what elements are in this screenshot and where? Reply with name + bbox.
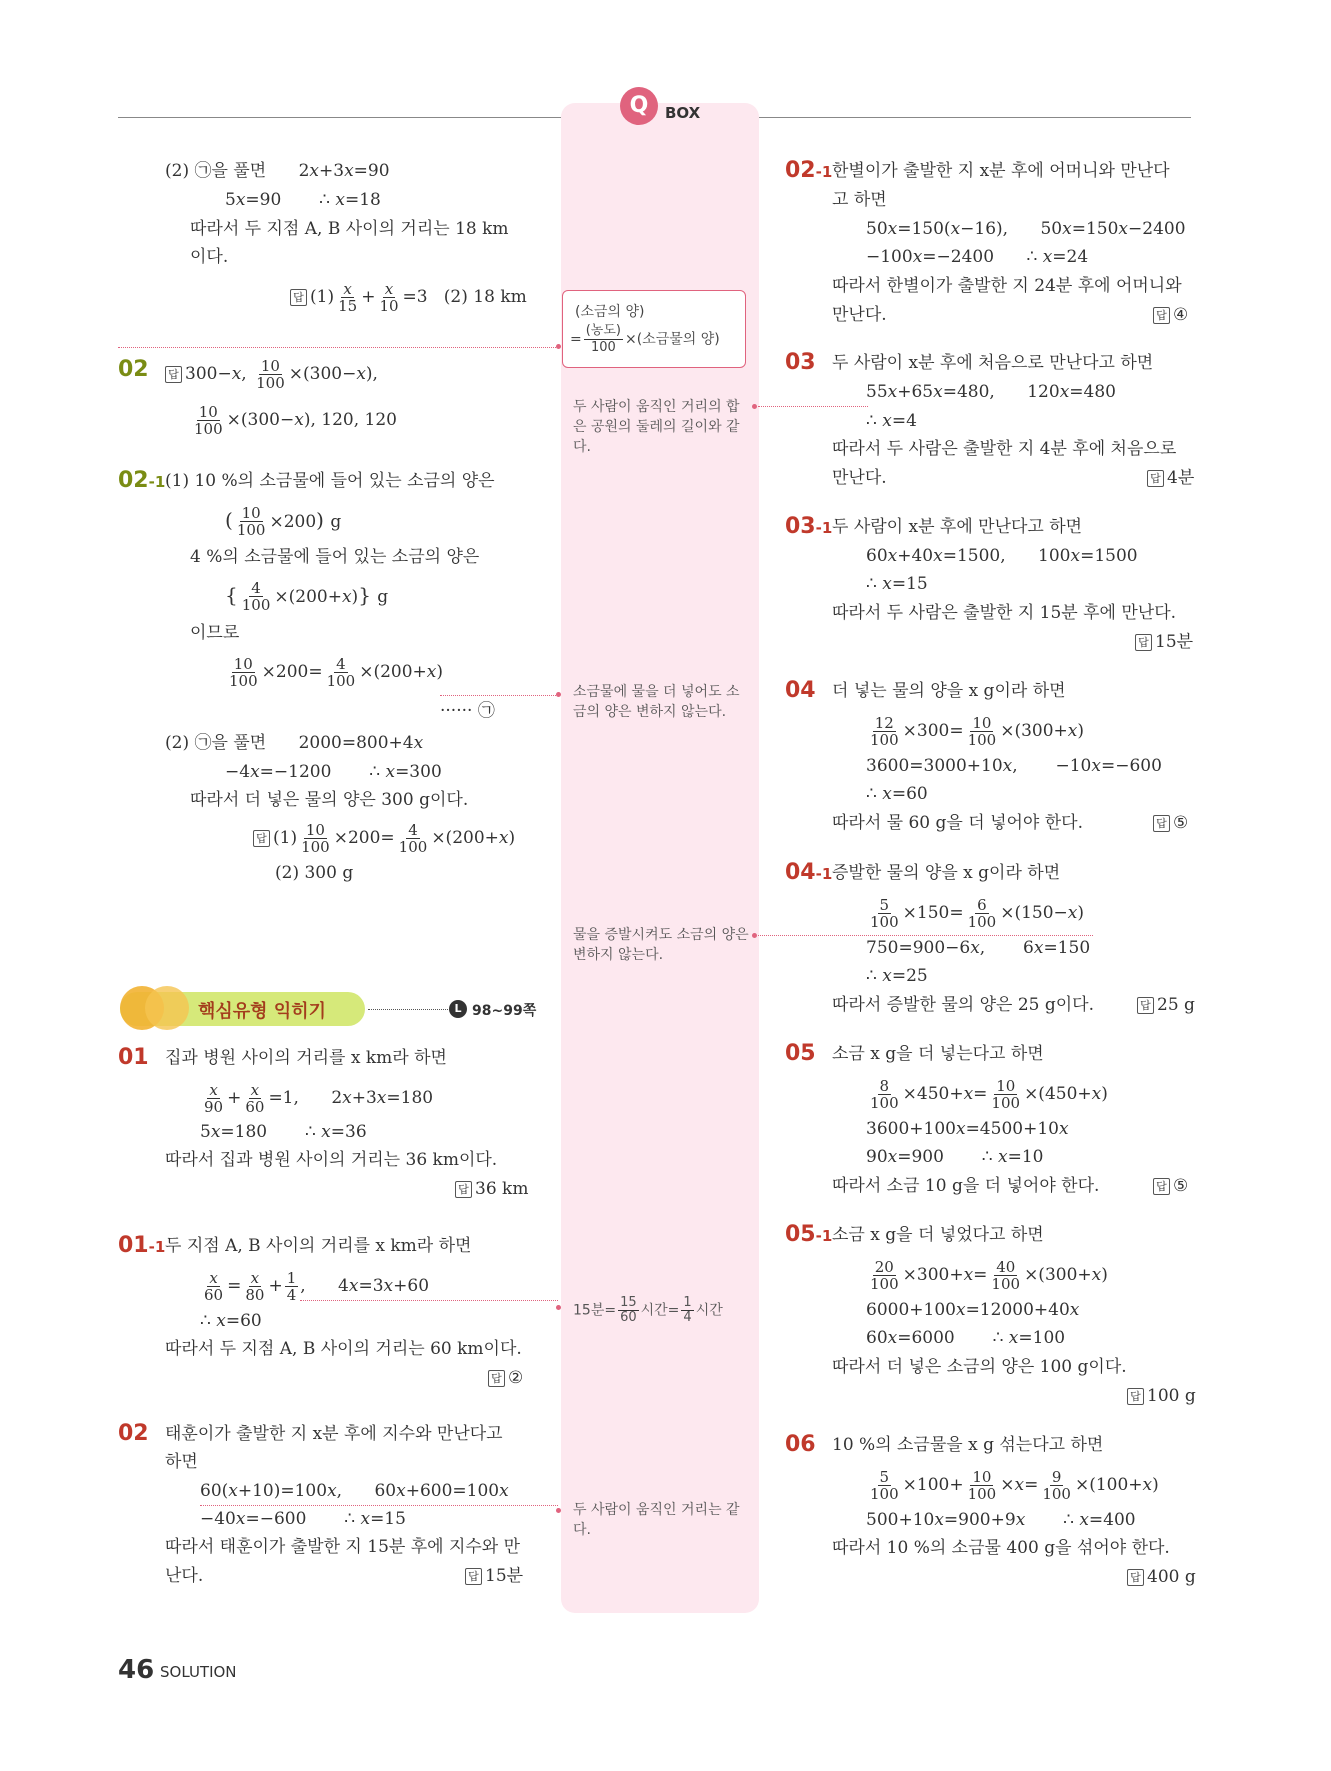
q011-line1: 두 지점 A, B 사이의 거리를 x km라 하면 (165, 1236, 472, 1256)
note-marker (556, 1508, 561, 1513)
answer-icon: 답 (1127, 1388, 1144, 1405)
r03-line4: 따라서 두 사람은 출발한 지 4분 후에 처음으로 (832, 439, 1177, 459)
problem-number: 01 (118, 1045, 149, 1070)
r03-line1: 두 사람이 x분 후에 처음으로 만난다고 하면 (832, 353, 1154, 373)
qbox-note-5: 두 사람이 움직인 거리는 같다. (573, 1502, 740, 1538)
r041-line2: $\frac{5}{100}$ ×150= $\frac{6}{100}$ ×(150−x) (870, 896, 1085, 931)
r04-line4: ∴ x=60 (866, 784, 928, 804)
q02b-answer: 답 15분 (465, 1565, 523, 1587)
r051-line5: 따라서 더 넣은 소금의 양은 100 g이다. (832, 1357, 1127, 1377)
p2-line3: 따라서 두 지점 A, B 사이의 거리는 18 km (190, 219, 509, 239)
r04-line3: 3600=3000+10x, −10x=−600 (866, 756, 1162, 776)
q011-line4: 따라서 두 지점 A, B 사이의 거리는 60 km이다. (165, 1339, 522, 1359)
q02-line2: $\frac{10}{100}$ ×(300−x), 120, 120 (194, 403, 397, 438)
r021-line4: −100x=−2400 ∴ x=24 (866, 247, 1089, 267)
r04-line5: 따라서 물 60 g을 더 넣어야 한다. (832, 813, 1083, 833)
note-marker (752, 404, 757, 409)
qbox-note-1: 두 사람이 움직인 거리의 합은 공원의 둘레의 길이와 같다. (573, 399, 740, 455)
r05-answer: 답 ⑤ (1153, 1175, 1188, 1197)
r041-line4: ∴ x=25 (866, 966, 928, 986)
problem-number: 06 (785, 1432, 816, 1457)
r04-answer: 답 ⑤ (1153, 812, 1188, 834)
answer-icon: 답 (1147, 470, 1164, 487)
r06-line2: $\frac{5}{100}$ ×100+ $\frac{10}{100}$ ×x= $\frac{9}{100}$ ×(100+x) (870, 1468, 1159, 1503)
q021-line5: 이므로 (190, 623, 240, 643)
r05-line5: 따라서 소금 10 g을 더 넣어야 한다. (832, 1176, 1100, 1196)
problem-number: 02 (118, 1421, 149, 1446)
section-leader (368, 1009, 448, 1010)
qbox-note-3: 물을 증발시켜도 소금의 양은 변하지 않는다. (573, 927, 749, 963)
r031-line3: ∴ x=15 (866, 574, 928, 594)
qbox-label: BOX (665, 104, 701, 122)
r051-line3: 6000+100x=12000+40x (866, 1300, 1080, 1320)
r05-line3: 3600+100x=4500+10x (866, 1119, 1069, 1139)
section-title: 핵심유형 익히기 (198, 1001, 326, 1022)
answer-icon: 답 (165, 366, 182, 383)
qbox-note-4: 15분= $\frac{15}{60}$ 시간= $\frac{1}{4}$ 시간 (573, 1295, 723, 1325)
formula-line2: = $\frac{\text{(농도)}}{100}$ ×(소금물의 양) (570, 323, 720, 355)
problem-number: 04 (785, 678, 816, 703)
r051-answer: 답 100 g (1127, 1385, 1196, 1407)
p2-line4: 이다. (190, 247, 229, 267)
r031-line2: 60x+40x=1500, 100x=1500 (866, 546, 1138, 566)
q02b-line6: 난다. (165, 1566, 204, 1586)
book-ref-icon: L (449, 1000, 467, 1018)
q011-answer: 답 ② (488, 1367, 523, 1389)
leader-line (300, 1300, 558, 1301)
q01-line1: 집과 병원 사이의 거리를 x km라 하면 (165, 1048, 447, 1068)
q021-line2: ( $\frac{10}{100}$ ×200) g (225, 504, 342, 539)
answer-icon: 답 (253, 830, 270, 847)
formula-line1: (소금의 양) (575, 304, 645, 320)
problem-number: 02-1 (118, 468, 166, 493)
r06-answer: 답 400 g (1127, 1566, 1196, 1588)
leader-line (440, 695, 558, 696)
q021-line3: 4 %의 소금물에 들어 있는 소금의 양은 (190, 547, 480, 567)
r041-line5: 따라서 증발한 물의 양은 25 g이다. (832, 995, 1095, 1015)
r03-line3: ∴ x=4 (866, 411, 917, 431)
answer-icon: 답 (455, 1181, 472, 1198)
leader-line (118, 347, 558, 348)
q02b-line4: −40x=−600 ∴ x=15 (200, 1509, 406, 1529)
problem-number: 02 (118, 357, 149, 382)
r021-line1: 한별이가 출발한 지 x분 후에 어머니와 만난다 (832, 161, 1170, 181)
r041-answer: 답 25 g (1137, 994, 1195, 1016)
section-ref: 98~99쪽 (472, 1003, 537, 1019)
r05-line4: 90x=900 ∴ x=10 (866, 1147, 1044, 1167)
answer-icon: 답 (1153, 1178, 1170, 1195)
q01-line3: 5x=180 ∴ x=36 (200, 1122, 367, 1142)
p2-line2: 5x=90 ∴ x=18 (225, 190, 381, 210)
answer-icon: 답 (290, 289, 307, 306)
note-marker (556, 344, 561, 349)
r031-line4: 따라서 두 사람은 출발한 지 15분 후에 만난다. (832, 603, 1177, 623)
q01-answer: 답 36 km (455, 1178, 528, 1200)
answer-icon: 답 (1137, 997, 1154, 1014)
answer-icon: 답 (465, 1568, 482, 1585)
q02-line1: 답 300−x, $\frac{10}{100}$ ×(300−x), (165, 358, 378, 391)
q011-line2: $\frac{x}{60}$ = $\frac{x}{80}$ + $\frac{1}{4}$ , 4x=3x+60 (204, 1269, 430, 1304)
r031-answer: 답 15분 (1135, 631, 1193, 653)
q02b-line5: 따라서 태훈이가 출발한 지 15분 후에 지수와 만 (165, 1537, 521, 1557)
q021-line6: $\frac{10}{100}$ ×200= $\frac{4}{100}$ ×(200+x) (229, 655, 444, 690)
qbox-note-2: 소금물에 물을 더 넣어도 소금의 양은 변하지 않는다. (573, 684, 740, 720)
r021-line2: 고 하면 (832, 190, 887, 210)
r041-line3: 750=900−6x, 6x=150 (866, 938, 1091, 958)
q01-line4: 따라서 집과 병원 사이의 거리는 36 km이다. (165, 1150, 498, 1170)
r051-line1: 소금 x g을 더 넣었다고 하면 (832, 1225, 1044, 1245)
r03-line5: 만난다. (832, 468, 887, 488)
r051-line4: 60x=6000 ∴ x=100 (866, 1328, 1066, 1348)
note-marker (556, 1305, 561, 1310)
q021-answer2: (2) 300 g (275, 863, 354, 883)
problem-number: 02-1 (785, 158, 833, 183)
problem-number: 01-1 (118, 1233, 166, 1258)
q02b-line2: 하면 (165, 1452, 198, 1472)
leader-line (758, 935, 1093, 936)
r04-line1: 더 넣는 물의 양을 x g이라 하면 (832, 681, 1066, 701)
q-badge-icon: Q (620, 87, 658, 125)
problem-number: 04-1 (785, 860, 833, 885)
page-number: 46 (118, 1655, 155, 1685)
answer-icon: 답 (1135, 634, 1152, 651)
r04-line2: $\frac{12}{100}$ ×300= $\frac{10}{100}$ ×(300+x) (870, 714, 1085, 749)
r021-answer: 답 ④ (1153, 304, 1188, 326)
r021-line5: 따라서 한별이가 출발한 지 24분 후에 어머니와 (832, 276, 1182, 296)
answer-icon: 답 (1153, 815, 1170, 832)
answer-icon: 답 (1127, 1569, 1144, 1586)
r06-line1: 10 %의 소금물을 x g 섞는다고 하면 (832, 1435, 1104, 1455)
note-marker (556, 692, 561, 697)
p2-line1: (2) ㉠을 풀면 2x+3x=90 (165, 161, 390, 181)
q021-line1: (1) 10 %의 소금물에 들어 있는 소금의 양은 (165, 471, 495, 491)
q02b-line3: 60(x+10)=100x, 60x+600=100x (200, 1481, 509, 1501)
leader-line (758, 406, 868, 407)
q021-answer1: 답 (1) $\frac{10}{100}$ ×200= $\frac{4}{100}$ ×(200+x) (253, 822, 515, 855)
q021-line4: { $\frac{4}{100}$ ×(200+x)} g (225, 579, 389, 614)
p2-answer: 답 (1) $\frac{x}{15}$ + $\frac{x}{10}$ =3 (2) 18 km (290, 281, 527, 314)
r06-line4: 따라서 10 %의 소금물 400 g을 섞어야 한다. (832, 1538, 1170, 1558)
r021-line6: 만난다. (832, 305, 887, 325)
q021-line7: ······ ㉠ (440, 701, 495, 721)
r021-line3: 50x=150(x−16), 50x=150x−2400 (866, 219, 1186, 239)
q01-line2: $\frac{x}{90}$ + $\frac{x}{60}$ =1, 2x+3x=180 (204, 1081, 434, 1116)
q021-line8: (2) ㉠을 풀면 2000=800+4x (165, 733, 424, 753)
r05-line1: 소금 x g을 더 넣는다고 하면 (832, 1044, 1044, 1064)
r03-line2: 55x+65x=480, 120x=480 (866, 382, 1116, 402)
q011-line3: ∴ x=60 (200, 1311, 262, 1331)
problem-number: 03-1 (785, 514, 833, 539)
footer-label: SOLUTION (160, 1663, 237, 1681)
leader-line (200, 1505, 558, 1506)
q02b-line1: 태훈이가 출발한 지 x분 후에 지수와 만난다고 (165, 1424, 503, 1444)
r051-line2: $\frac{20}{100}$ ×300+x= $\frac{40}{100}$ ×(300+x) (870, 1258, 1108, 1293)
section-circle-icon (145, 986, 189, 1030)
r031-line1: 두 사람이 x분 후에 만난다고 하면 (832, 517, 1083, 537)
answer-icon: 답 (488, 1370, 505, 1387)
r06-line3: 500+10x=900+9x ∴ x=400 (866, 1510, 1136, 1530)
r05-line2: $\frac{8}{100}$ ×450+x= $\frac{10}{100}$ ×(450+x) (870, 1077, 1108, 1112)
note-marker (752, 933, 757, 938)
problem-number: 05-1 (785, 1222, 833, 1247)
r041-line1: 증발한 물의 양을 x g이라 하면 (832, 863, 1061, 883)
q021-line9: −4x=−1200 ∴ x=300 (225, 762, 442, 782)
problem-number: 05 (785, 1041, 816, 1066)
problem-number: 03 (785, 350, 816, 375)
q021-line10: 따라서 더 넣은 물의 양은 300 g이다. (190, 790, 469, 810)
answer-icon: 답 (1153, 307, 1170, 324)
r03-answer: 답 4분 (1147, 467, 1194, 489)
